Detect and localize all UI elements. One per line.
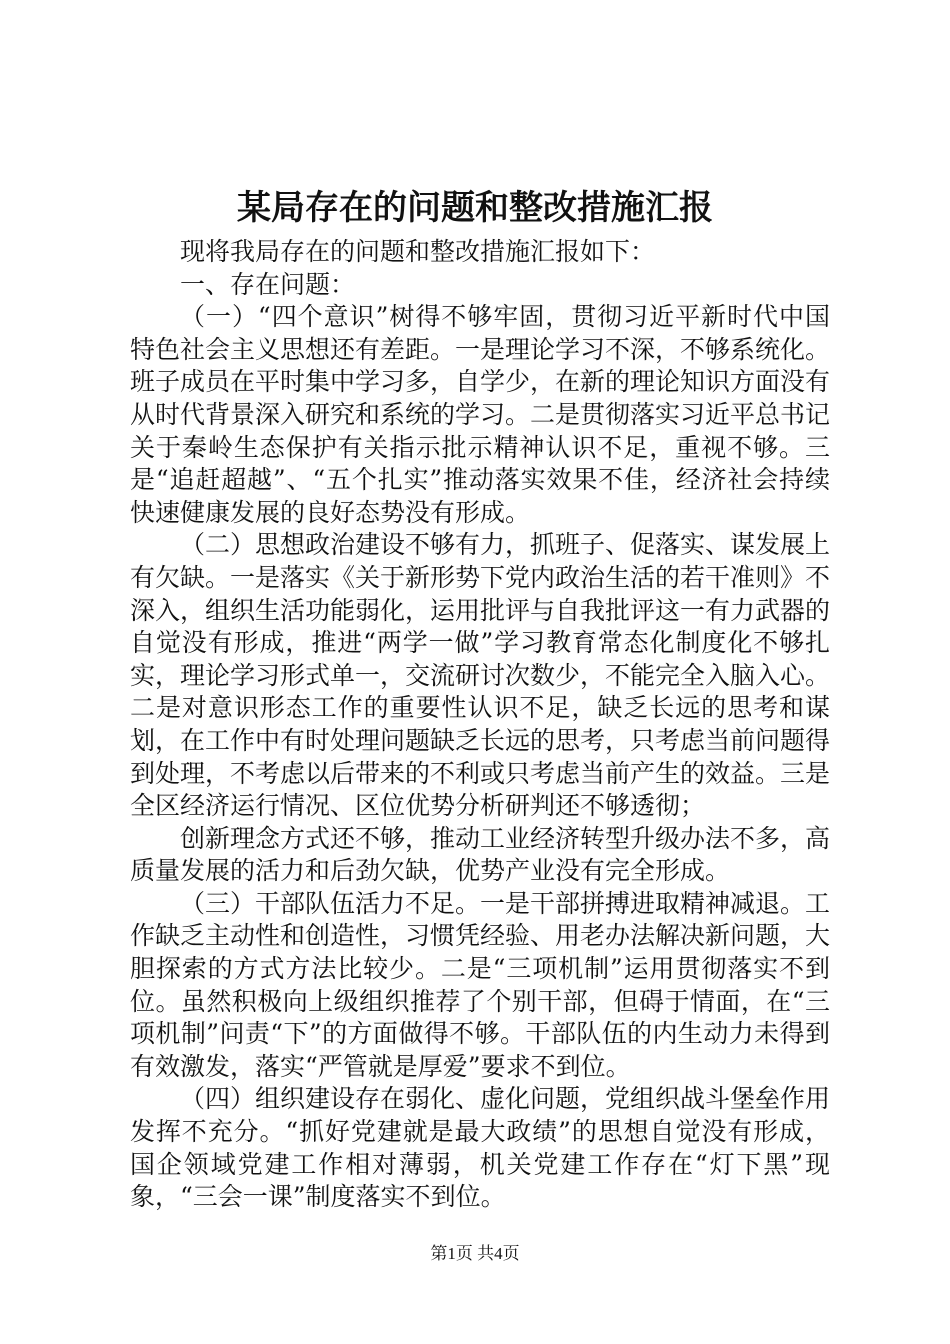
page-number: 第1页 共4页	[430, 1244, 520, 1263]
issue-paragraph-2: （二）思想政治建设不够有力，抓班子、促落实、谋发展上有欠缺。一是落实《关于新形势下党内政治生活的若干准则》不深入，组织生活功能弱化，运用批评与自我批评这一有力武器的自觉没有形成，推进“两学一做”学习教育常态化制度化不够扎实，理论学习形式单一，交流研讨次数少，不能完全入脑入心。二是对意识形态工作的重要性认识不足，缺乏长远的思考和谋划，在工作中有时处理问题缺乏长远的思考，只考虑当前问题得到处理，不考虑以后带来的不利或只考虑当前产生的效益。三是全区经济运行情况、区位优势分析研判还不够透彻；	[130, 530, 831, 821]
issue-paragraph-4: （四）组织建设存在弱化、虚化问题，党组织战斗堡垒作用发挥不充分。“抓好党建就是最大政绩”的思想自觉没有形成，国企领域党建工作相对薄弱，机关党建工作存在“灯下黑”现象，“三会一课”制度落实不到位。	[130, 1084, 831, 1212]
document-body	[130, 236, 830, 1214]
issue-paragraph-3: （三）干部队伍活力不足。一是干部拼搏进取精神减退。工作缺乏主动性和创造性，习惯凭经验、用老办法解决新问题，大胆探索的方式方法比较少。二是“三项机制”运用贯彻落实不到位。虽然积极向上级组织推荐了个别干部，但碍于情面，在“三项机制”问责“下”的方面做得不够。干部队伍的内生动力未得到有效激发，落实“严管就是厚爱”要求不到位。	[130, 888, 831, 1081]
intro-paragraph: 现将我局存在的问题和整改措施汇报如下：	[180, 237, 656, 266]
document-title: 某局存在的问题和整改措施汇报	[237, 188, 713, 228]
issue-paragraph-1: （一）“四个意识”树得不够牢固，贯彻习近平新时代中国特色社会主义思想还有差距。一是理论学习不深，不够系统化。班子成员在平时集中学习多，自学少，在新的理论知识方面没有从时代背景深入研究和系统的学习。二是贯彻落实习近平总书记关于秦岭生态保护有关指示批示精神认识不足，重视不够。三是“追赶超越”、“五个扎实”推动落实效果不佳，经济社会持续快速健康发展的良好态势没有形成。	[130, 302, 831, 527]
section-heading: 一、存在问题：	[180, 269, 356, 299]
continuation-paragraph: 创新理念方式还不够，推动工业经济转型升级办法不多，高质量发展的活力和后劲欠缺，优势产业没有完全形成。	[130, 823, 831, 886]
